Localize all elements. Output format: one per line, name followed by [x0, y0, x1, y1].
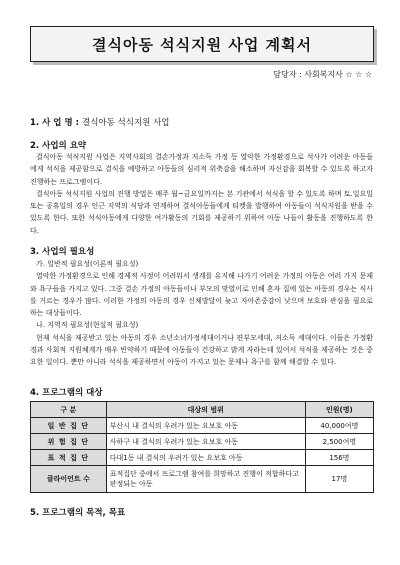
section-3-heading: 3. 사업의 필요성: [30, 247, 95, 257]
target-table: [30, 401, 374, 493]
regional-need-subheading: 나. 지역적 필요성(현실적 필요성): [36, 321, 139, 330]
section-1-label: 1. 사 업 명 :: [30, 118, 80, 128]
section-2-body: [30, 151, 373, 237]
table-header-row: [31, 402, 374, 418]
section-4-heading: 4. 프로그램의 대상: [30, 388, 103, 398]
table-row: [31, 466, 374, 493]
table-row: [31, 450, 374, 466]
document-title: 결식아동 석식지원 사업 계획서: [30, 26, 374, 62]
header-category: 구 분: [31, 402, 107, 418]
project-name: 결식아동 석식지원 사업: [81, 118, 170, 128]
summary-paragraph-1: 결식아동 석식지원 사업은 지역사회의 결손가정과 저소득 가정 등 열악한 가정환경으로 석사가 어려운 아동들에게 석식을 제공함으로 결식을 예방하고 아동들의 심리적 위축감을 해소하며 자신감을 회복할 수 있도록 하고자 진행하는 프로그램이다.: [30, 153, 373, 186]
general-need-subheading: 가. 일반적 필요성(이론적 필요성): [36, 260, 139, 268]
row-count: 40,000여명: [305, 418, 373, 434]
row-category: 위 험 집 단: [31, 434, 107, 450]
row-category: 클라이언트 수: [31, 466, 107, 493]
row-range: 다대1동 내 결식의 우려가 있는 요보호 아동: [106, 450, 305, 466]
section-3-body: [30, 258, 373, 369]
table-row: [31, 418, 374, 434]
regional-need-paragraph: 현재 석식을 제공받고 있는 아동의 경우 소년소녀가정세대이거나 편부모세대, 저소득 세대이다. 이들은 가정환경과 사회적 지원체계가 매우 빈약하기 때문에 아동들이 건강하고 밝게 자라는데 있어서 석식을 제공하는 것은 중요한 일이다. 뿐만 아니라 석식을 제공하면서 아동이 가지고 있는 문제나 욕구를 함께 해결할 수 있다.: [30, 333, 373, 367]
header-count: 인원(명): [305, 402, 373, 418]
row-count: 156명: [305, 450, 373, 466]
row-count: 17명: [305, 466, 373, 493]
row-category: 표 적 집 단: [31, 450, 107, 466]
row-range: 부산시 내 결식의 우려가 있는 요보호 아동: [106, 418, 305, 434]
row-range: 표적집단 중에서 프로그램 참여를 희망하고 진행이 적합하다고 판정되는 아동: [106, 466, 305, 493]
row-count: 2,500여명: [305, 434, 373, 450]
row-range: 사하구 내 결식의 우려가 있는 요보호 아동: [106, 434, 305, 450]
header-range: 대상의 범위: [106, 402, 305, 418]
table-row: [31, 434, 374, 450]
section-2-heading: 2. 사업의 요약: [30, 141, 87, 151]
author-line: 담당자 : 사회복지사 ☆ ☆ ☆: [273, 70, 372, 79]
summary-paragraph-2: 결식아동 석식지원 사업의 진행 방법은 매주 월~금요일까지는 본 기관에서 석식을 할 수 있도록 하며 토.일요일 또는 공휴일의 경우 인근 지역의 식당과 연계하여 결식아동들에게 티켓을 발행하여 아동들이 석식지원을 받을 수 있도록 한다. 또한 석식아동에게 다양한 여가활동의 기회를 제공하기 위하여 아동 나들이 활동을 진행하도록 한다.: [30, 189, 373, 235]
section-5-heading: 5. 프로그램의 목적, 목표: [30, 508, 126, 518]
row-category: 일 반 집 단: [31, 418, 107, 434]
general-need-paragraph: 열악한 가정환경으로 인해 경제적 사정이 어려워서 생계를 유지해 나가기 어려운 가정의 아동은 여러 가지 문제와 욕구들을 가지고 있다. 그중 결손 가정의 아동들이나 부모의 맞벌이로 인해 혼자 집에 있는 아동의 경우는 식사를 거르는 경우가 많다. 이러한 가정의 아동의 경우 신체발달이 늦고 자아존중감이 낮으며 보호와 관심을 필요로 하는 대상들이다.: [30, 272, 373, 318]
section-1-heading: [30, 116, 170, 128]
